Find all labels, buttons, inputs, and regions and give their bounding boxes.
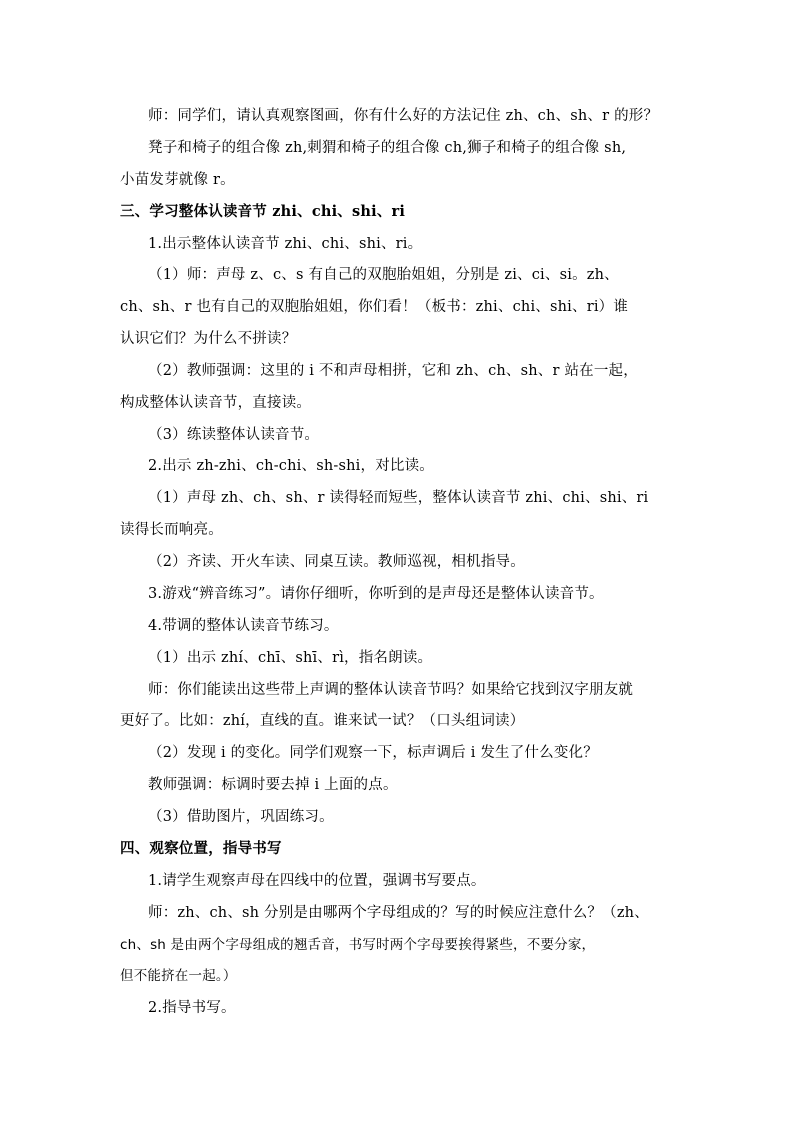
paragraph-line: （3）练读整体认读音节。 [148, 427, 320, 443]
section-heading: 三、学习整体认读音节 zhi、chi、shi、ri [120, 203, 406, 220]
paragraph-line: 师：你们能读出这些带上声调的整体认读音节吗？如果给它找到汉字朋友就 [148, 682, 634, 698]
paragraph-line: 凳子和椅子的组合像 zh,刺猬和椅子的组合像 ch,狮子和椅子的组合像 sh, [148, 140, 627, 156]
paragraph-line: （3）借助图片，巩固练习。 [148, 809, 334, 825]
paragraph-line: （2）齐读、开火车读、同桌互读。教师巡视，相机指导。 [148, 554, 525, 570]
paragraph-line: （2）发现 i 的变化。同学们观察一下，标声调后 i 发生了什么变化？ [148, 745, 598, 761]
paragraph-line: 认识它们？为什么不拼读？ [120, 331, 297, 347]
paragraph-line: ch、sh、r 也有自己的双胞胎姐姐，你们看！（板书：zhi、chi、shi、ri）谁 [120, 299, 629, 315]
paragraph-line: （1）声母 zh、ch、sh、r 读得轻而短些，整体认读音节 zhi、chi、shi、ri [148, 490, 649, 506]
paragraph-line: 师：同学们，请认真观察图画，你有什么好的方法记住 zh、ch、sh、r 的形？ [148, 108, 659, 124]
paragraph-line: ch、sh 是由两个字母组成的翘舌音，书写时两个字母要挨得紧些，不要分家， [120, 937, 596, 953]
paragraph-line: 读得长而响亮。 [120, 522, 223, 538]
paragraph-line: 构成整体认读音节，直接读。 [120, 395, 312, 411]
paragraph-line: （2）教师强调：这里的 i 不和声母相拼，它和 zh、ch、sh、r 站在一起， [148, 363, 638, 379]
paragraph-line: 3.游戏“辨音练习”。请你仔细听，你听到的是声母还是整体认读音节。 [148, 586, 604, 602]
paragraph-line: 1.出示整体认读音节 zhi、chi、shi、ri。 [148, 236, 423, 252]
paragraph-line: 更好了。比如：zhí，直线的直。谁来试一试？（口头组词读） [120, 713, 525, 729]
paragraph-line: 4.带调的整体认读音节练习。 [148, 618, 339, 634]
paragraph-line: 2.出示 zh-zhi、ch-chi、sh-shi，对比读。 [148, 458, 434, 474]
paragraph-line: （1）出示 zhí、chī、shī、rì，指名朗读。 [148, 650, 433, 666]
paragraph-line: 师：zh、ch、sh 分别是由哪两个字母组成的？写的时候应注意什么？（zh、 [148, 905, 649, 921]
paragraph-line: 教师强调：标调时要去掉 i 上面的点。 [148, 777, 398, 793]
paragraph-line: 1.请学生观察声母在四线中的位置，强调书写要点。 [148, 873, 486, 889]
paragraph-line: 小苗发芽就像 r。 [120, 172, 235, 188]
paragraph-line: 但不能挤在一起。） [120, 968, 237, 984]
paragraph-line: （1）师：声母 z、c、s 有自己的双胞胎姐姐，分别是 zi、ci、si。zh、 [148, 267, 619, 283]
paragraph-line: 2.指导书写。 [148, 1000, 236, 1016]
section-heading: 四、观察位置，指导书写 [120, 840, 282, 857]
